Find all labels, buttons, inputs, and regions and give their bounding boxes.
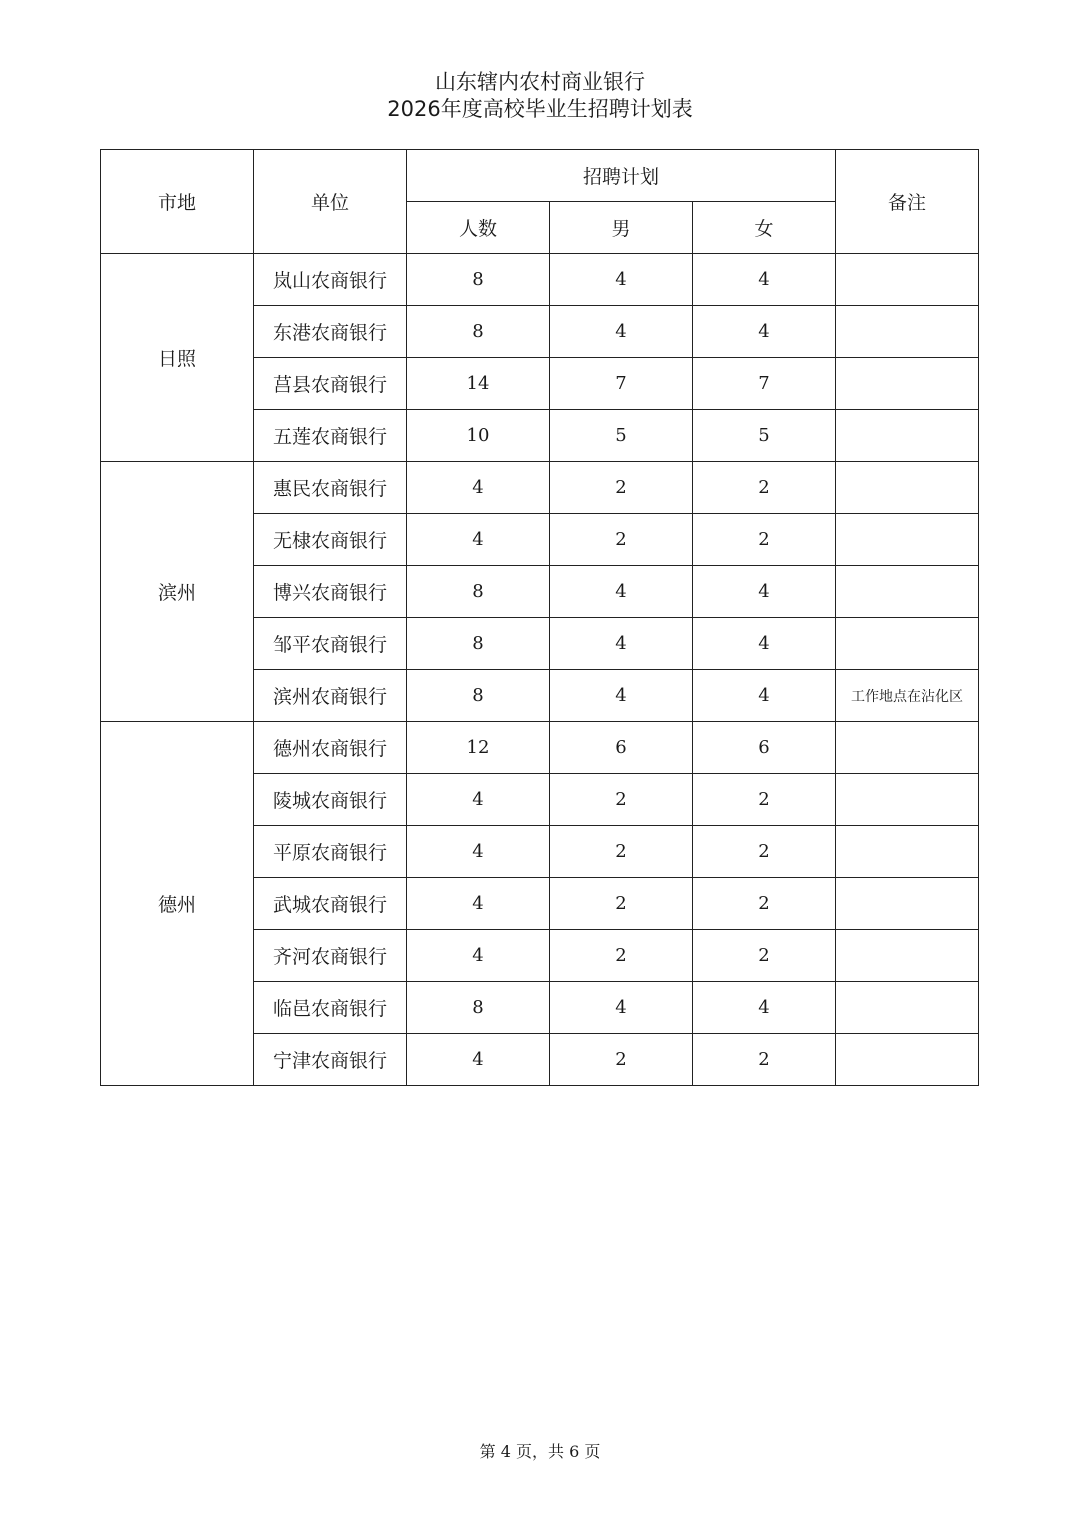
female-cell: 4	[693, 670, 836, 722]
male-cell: 4	[550, 254, 693, 306]
total-cell: 8	[407, 618, 550, 670]
female-cell: 2	[693, 826, 836, 878]
unit-cell: 齐河农商银行	[254, 930, 407, 982]
total-cell: 4	[407, 462, 550, 514]
remark-cell	[836, 566, 979, 618]
remark-cell	[836, 358, 979, 410]
header-city: 市地	[101, 150, 254, 254]
remark-cell	[836, 826, 979, 878]
unit-cell: 五莲农商银行	[254, 410, 407, 462]
female-cell: 7	[693, 358, 836, 410]
total-cell: 8	[407, 306, 550, 358]
header-total: 人数	[407, 202, 550, 254]
total-cell: 8	[407, 982, 550, 1034]
remark-cell	[836, 514, 979, 566]
total-cell: 14	[407, 358, 550, 410]
remark-cell	[836, 410, 979, 462]
table-row	[101, 254, 979, 306]
title-line-1: 山东辖内农村商业银行	[435, 70, 645, 94]
unit-cell: 无棣农商银行	[254, 514, 407, 566]
female-cell: 4	[693, 566, 836, 618]
unit-cell: 莒县农商银行	[254, 358, 407, 410]
female-cell: 2	[693, 878, 836, 930]
male-cell: 4	[550, 306, 693, 358]
male-cell: 4	[550, 618, 693, 670]
table-row	[101, 722, 979, 774]
total-cell: 8	[407, 670, 550, 722]
female-cell: 4	[693, 306, 836, 358]
unit-cell: 东港农商银行	[254, 306, 407, 358]
total-cell: 4	[407, 930, 550, 982]
female-cell: 2	[693, 1034, 836, 1086]
header-male: 男	[550, 202, 693, 254]
female-cell: 4	[693, 982, 836, 1034]
male-cell: 2	[550, 514, 693, 566]
male-cell: 2	[550, 462, 693, 514]
male-cell: 4	[550, 670, 693, 722]
total-cell: 4	[407, 826, 550, 878]
unit-cell: 滨州农商银行	[254, 670, 407, 722]
unit-cell: 德州农商银行	[254, 722, 407, 774]
female-cell: 5	[693, 410, 836, 462]
unit-cell: 惠民农商银行	[254, 462, 407, 514]
remark-cell	[836, 1034, 979, 1086]
female-cell: 4	[693, 618, 836, 670]
male-cell: 7	[550, 358, 693, 410]
remark-cell	[836, 930, 979, 982]
header-unit: 单位	[254, 150, 407, 254]
female-cell: 6	[693, 722, 836, 774]
table-body	[101, 254, 979, 1086]
total-cell: 4	[407, 774, 550, 826]
header-remark: 备注	[836, 150, 979, 254]
male-cell: 2	[550, 878, 693, 930]
unit-cell: 岚山农商银行	[254, 254, 407, 306]
table-row	[101, 462, 979, 514]
city-cell: 滨州	[101, 462, 254, 722]
unit-cell: 武城农商银行	[254, 878, 407, 930]
total-cell: 12	[407, 722, 550, 774]
female-cell: 2	[693, 774, 836, 826]
remark-cell	[836, 618, 979, 670]
unit-cell: 临邑农商银行	[254, 982, 407, 1034]
male-cell: 2	[550, 1034, 693, 1086]
total-cell: 4	[407, 878, 550, 930]
male-cell: 2	[550, 930, 693, 982]
remark-cell	[836, 878, 979, 930]
female-cell: 4	[693, 254, 836, 306]
total-cell: 4	[407, 514, 550, 566]
female-cell: 2	[693, 514, 836, 566]
unit-cell: 陵城农商银行	[254, 774, 407, 826]
male-cell: 2	[550, 826, 693, 878]
total-cell: 8	[407, 254, 550, 306]
unit-cell: 博兴农商银行	[254, 566, 407, 618]
header-plan: 招聘计划	[407, 150, 836, 202]
male-cell: 4	[550, 982, 693, 1034]
title-line-2: 2026年度高校毕业生招聘计划表	[387, 97, 693, 121]
male-cell: 5	[550, 410, 693, 462]
remark-cell	[836, 722, 979, 774]
total-cell: 8	[407, 566, 550, 618]
total-cell: 4	[407, 1034, 550, 1086]
city-cell: 日照	[101, 254, 254, 462]
remark-cell	[836, 306, 979, 358]
city-cell: 德州	[101, 722, 254, 1086]
male-cell: 6	[550, 722, 693, 774]
male-cell: 2	[550, 774, 693, 826]
remark-cell	[836, 462, 979, 514]
remark-cell: 工作地点在沾化区	[836, 670, 979, 722]
unit-cell: 邹平农商银行	[254, 618, 407, 670]
unit-cell: 宁津农商银行	[254, 1034, 407, 1086]
male-cell: 4	[550, 566, 693, 618]
total-cell: 10	[407, 410, 550, 462]
page-footer: 第 4 页，共 6 页	[479, 1442, 601, 1461]
female-cell: 2	[693, 462, 836, 514]
recruitment-plan-table	[100, 149, 979, 1086]
remark-cell	[836, 254, 979, 306]
female-cell: 2	[693, 930, 836, 982]
unit-cell: 平原农商银行	[254, 826, 407, 878]
remark-cell	[836, 982, 979, 1034]
header-female: 女	[693, 202, 836, 254]
remark-cell	[836, 774, 979, 826]
